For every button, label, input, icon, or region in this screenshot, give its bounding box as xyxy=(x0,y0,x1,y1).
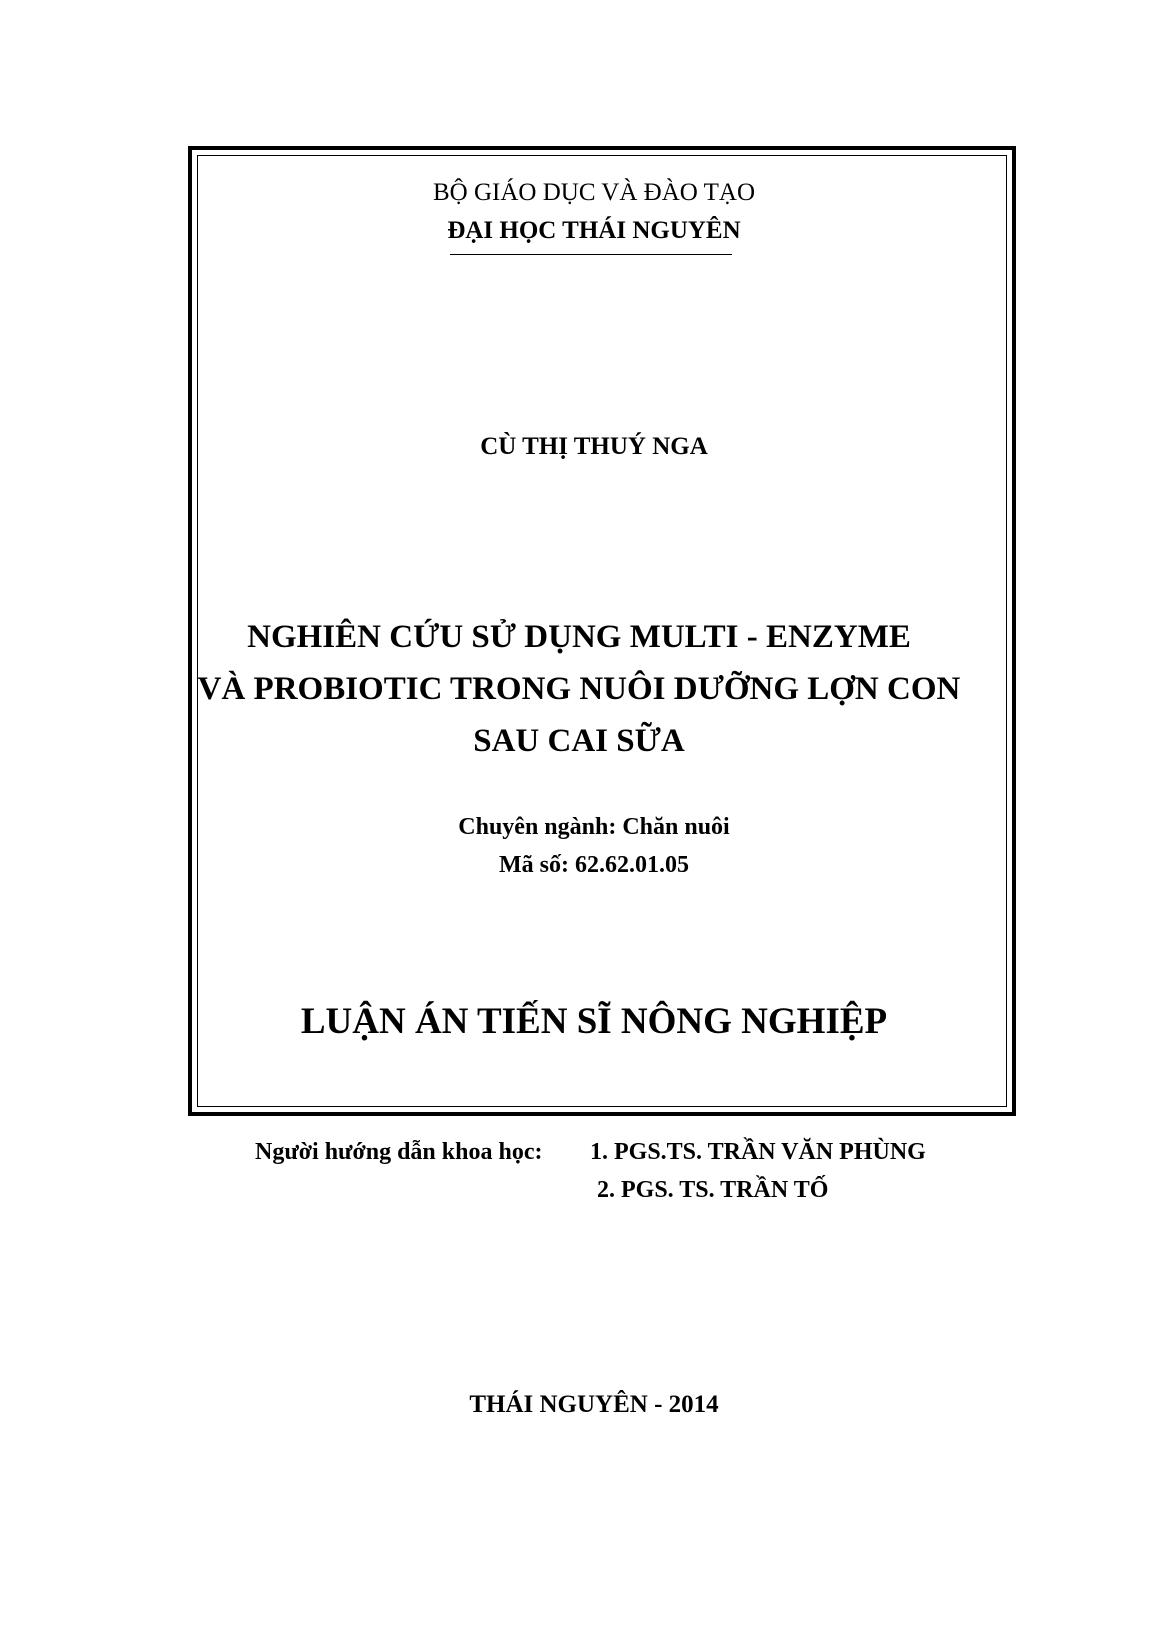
supervisor-item: 1. PGS.TS. TRẦN VĂN PHÙNG xyxy=(590,1139,926,1165)
university-name: ĐẠI HỌC THÁI NGUYÊN xyxy=(447,217,741,244)
supervisor-label: Người hướng dẫn khoa học: xyxy=(255,1139,543,1165)
ministry-name: BỘ GIÁO DỤC VÀ ĐÀO TẠO xyxy=(433,179,755,206)
major-code: Mã số: 62.62.01.05 xyxy=(499,852,689,878)
degree-title: LUẬN ÁN TIẾN SĨ NÔNG NGHIỆP xyxy=(300,1001,888,1042)
supervisor-item: 2. PGS. TS. TRẦN TỐ xyxy=(597,1177,829,1203)
thesis-title-line: SAU CAI SỮA xyxy=(473,723,685,759)
place-and-year: THÁI NGUYÊN - 2014 xyxy=(469,1391,719,1418)
thesis-title-line: VÀ PROBIOTIC TRONG NUÔI DƯỠNG LỢN CON xyxy=(197,671,961,707)
author-name: CÙ THỊ THUÝ NGA xyxy=(480,433,708,460)
thesis-title-line: NGHIÊN CỨU SỬ DỤNG MULTI - ENZYME xyxy=(247,619,911,655)
major-field: Chuyên ngành: Chăn nuôi xyxy=(458,814,730,840)
header-underline xyxy=(450,254,732,255)
thesis-title xyxy=(0,611,1158,767)
